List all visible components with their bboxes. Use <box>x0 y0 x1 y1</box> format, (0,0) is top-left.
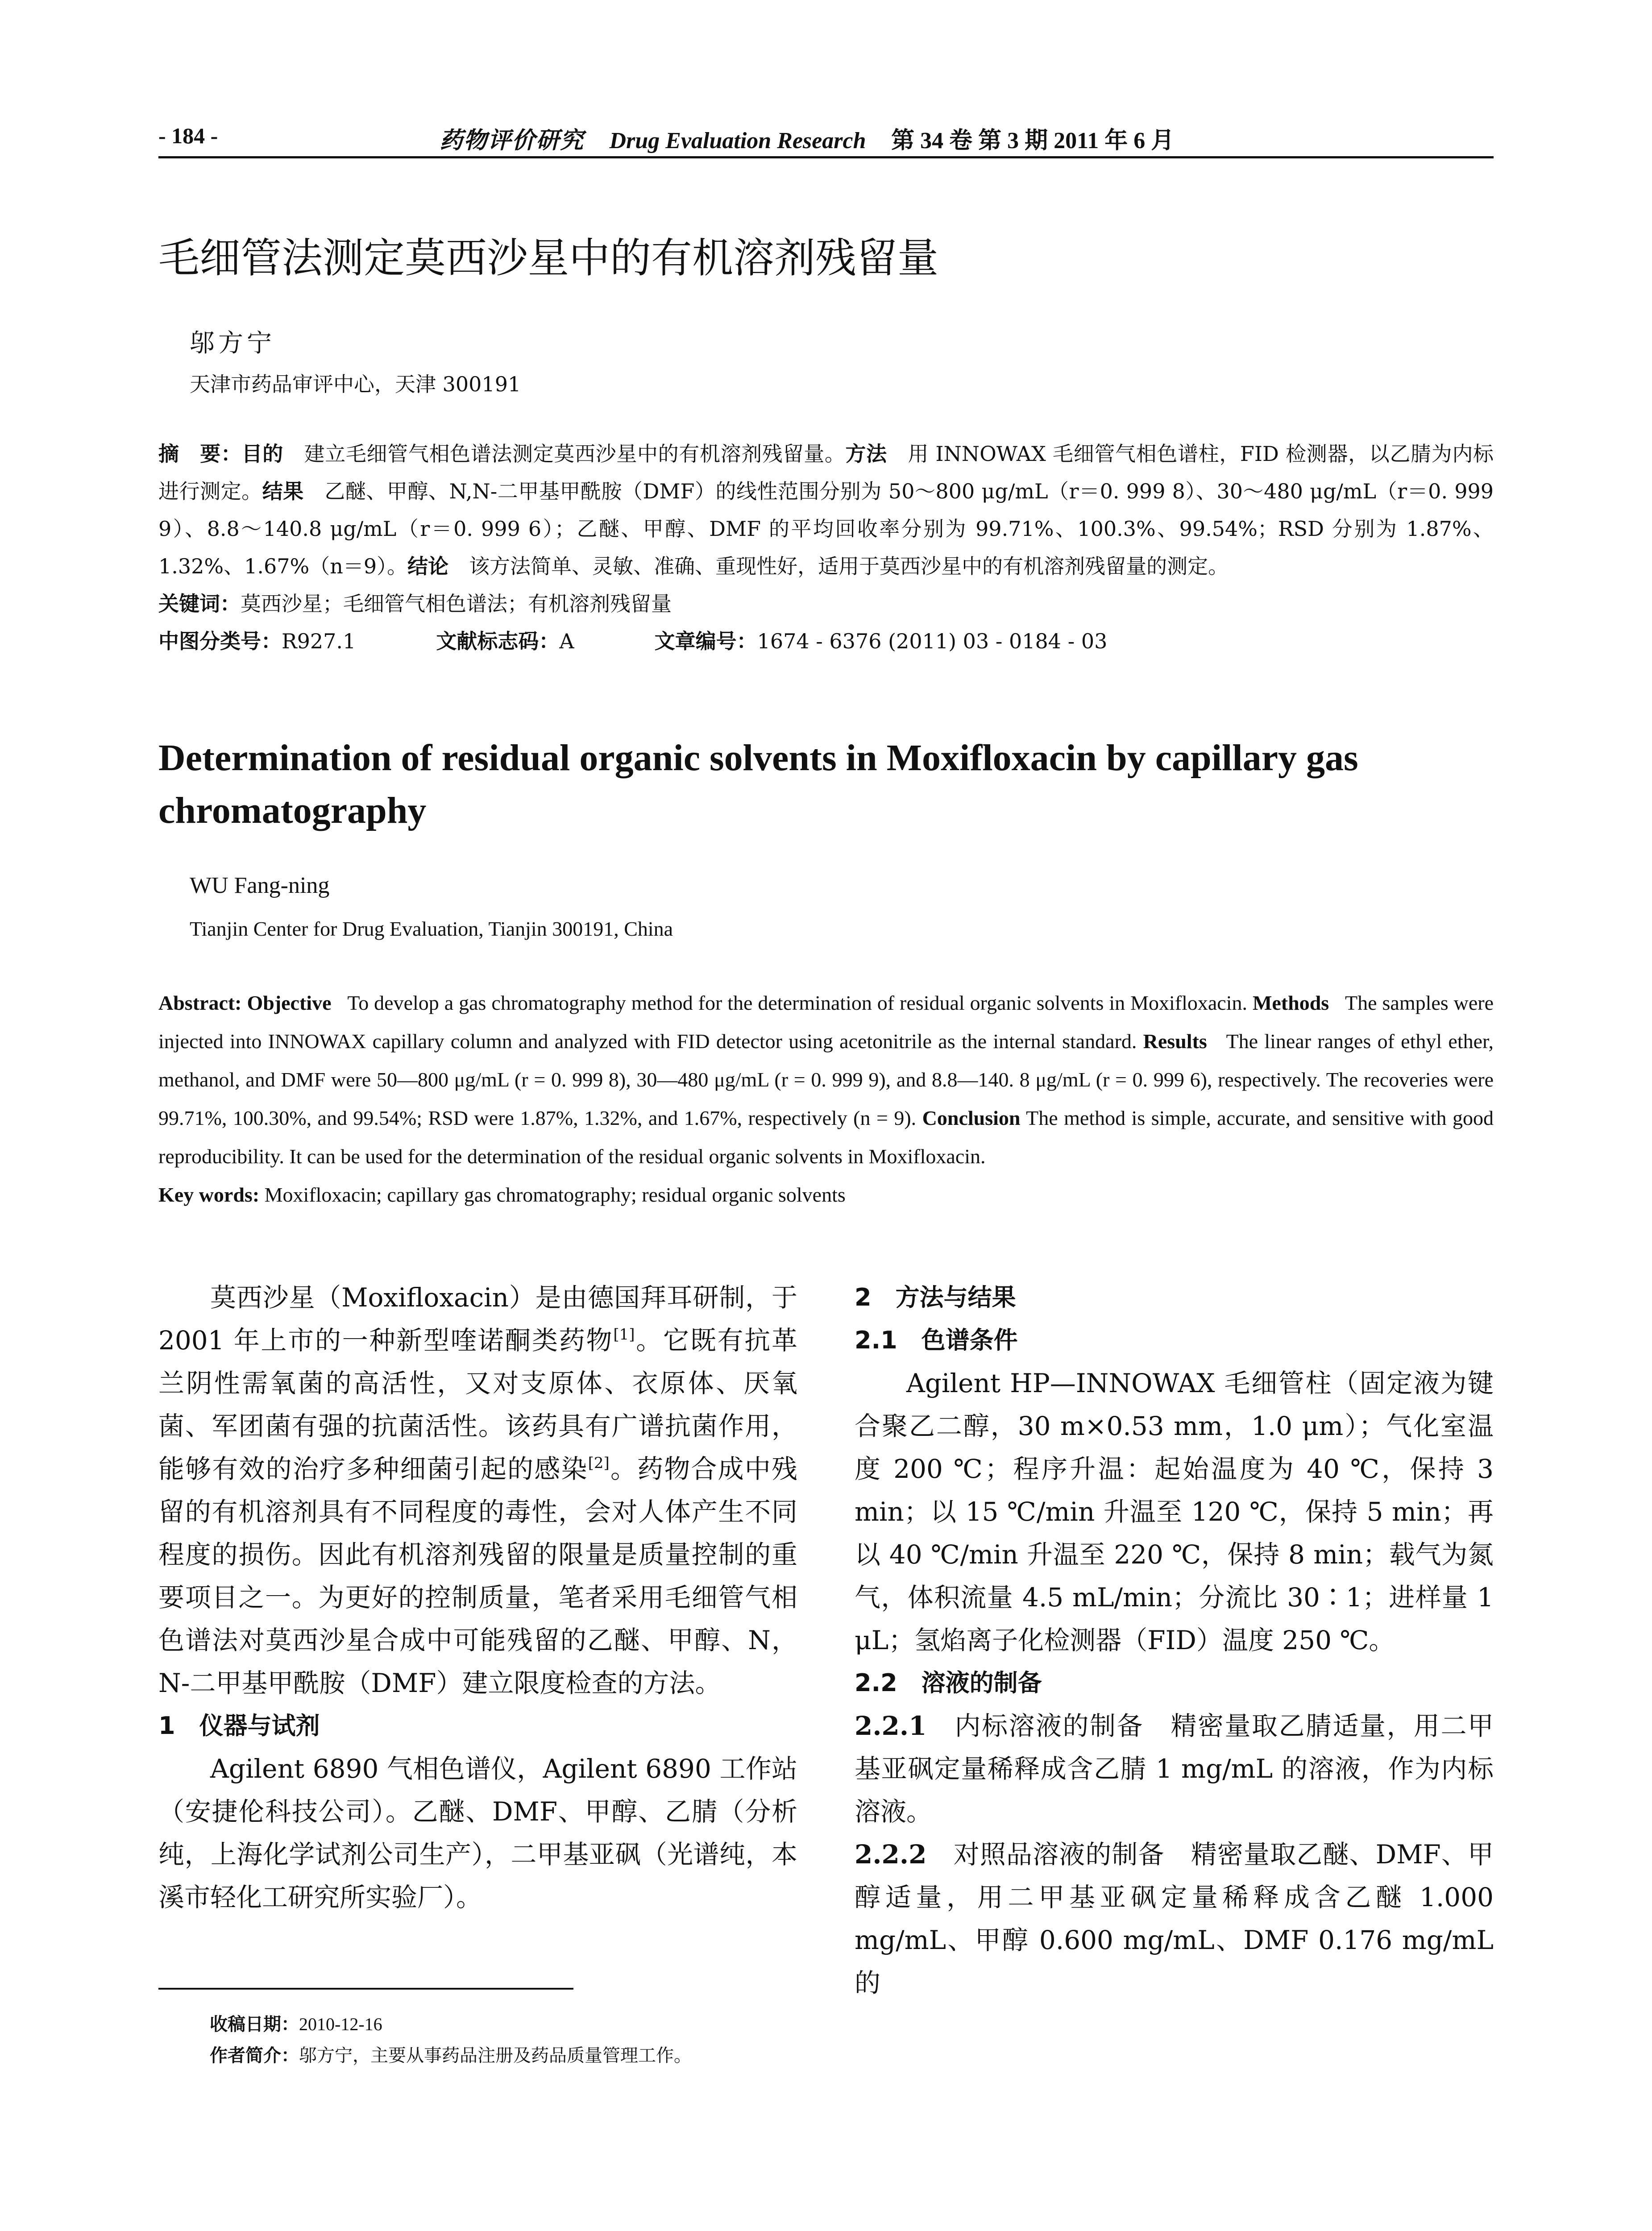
section-2-2-1-number: 2.2.1 <box>855 1711 927 1741</box>
author-en: WU Fang-ning <box>190 873 330 898</box>
journal-name-cn: 药物评价研究 <box>440 127 585 154</box>
conclusion-label: 结论 <box>407 554 449 578</box>
section-2-2-2 <box>855 1833 1494 2004</box>
abstract-en-label: Abstract: <box>158 991 242 1014</box>
doc-code-label: 文献标志码： <box>436 629 560 653</box>
citation-2: [2] <box>588 1454 610 1472</box>
author-cn: 邬方宁 <box>190 329 275 358</box>
intro-text-a: 莫西沙星（Moxifloxacin）是由德国拜耳研制，于 2001 年上市的一种新型喹诺酮类药物 <box>158 1282 797 1356</box>
article-id-value: 1674 - 6376 (2011) 03 - 0184 - 03 <box>757 629 1108 653</box>
abstract-label: 摘 要： <box>158 442 242 466</box>
conclusion-en-label: Conclusion <box>922 1107 1021 1129</box>
received-label: 收稿日期： <box>210 2014 299 2035</box>
article-title-en: Determination of residual organic solvents in Moxifloxacin by capillary gas chromatography <box>158 737 1358 831</box>
methods-en-label: Methods <box>1252 991 1329 1014</box>
section-2-2-2-number: 2.2.2 <box>855 1839 927 1870</box>
objective-en-label: Objective <box>247 991 332 1014</box>
received-date: 2010-12-16 <box>299 2014 382 2034</box>
section-2-2-heading: 2.2 溶液的制备 <box>855 1669 1042 1697</box>
running-header <box>440 121 1174 155</box>
body-column-left <box>158 1276 797 1919</box>
conclusion-en-text: The method is simple, accurate, and sensitive with good reproducibility. It can be used for the determination of the residual organic solvents in Moxifloxacin. <box>158 1107 1494 1168</box>
article-title-cn: 毛细管法测定莫西沙星中的有机溶剂残留量 <box>158 234 939 282</box>
footnote-author <box>210 2041 692 2067</box>
results-text: 乙醚、甲醇、N,N-二甲基甲酰胺（DMF）的线性范围分别为 50～800 μg/mL（r＝0. 999 8）、30～480 μg/mL（r＝0. 999 9）、8.8～140.8 μg/mL（r＝0. 999 6）；乙醚、甲醇、DMF 的平均回收率分别为 99.71%、100.3%、99.54%；RSD 分别为 1.87%、1.32%、1.67%（n＝9）。 <box>158 479 1494 578</box>
classification-line <box>158 622 1494 660</box>
keywords-en <box>158 1176 1494 1214</box>
journal-name-en: Drug Evaluation Research <box>609 128 866 153</box>
section-1-text: Agilent 6890 气相色谱仪，Agilent 6890 工作站（安捷伦科技公司）。乙醚、DMF、甲醇、乙腈（分析纯，上海化学试剂公司生产），二甲基亚砜（光谱纯，本溪市轻化工研究所实验厂）。 <box>158 1754 797 1912</box>
section-2-2-2-text: 对照品溶液的制备 精密量取乙醚、DMF、甲醇适量，用二甲基亚砜定量稀释成含乙醚 1.000 mg/mL、甲醇 0.600 mg/mL、DMF 0.176 mg/mL 的 <box>855 1839 1494 1998</box>
intro-paragraph <box>158 1276 797 1704</box>
methods-label: 方法 <box>845 442 887 466</box>
section-1-heading: 1 仪器与试剂 <box>158 1712 320 1740</box>
results-en-label: Results <box>1143 1030 1207 1053</box>
results-en-text: The linear ranges of ethyl ether, methanol, and DMF were 50—800 μg/mL (r = 0. 999 8), 30—480 μg/mL (r = 0. 999 9), and 8.8—140. 8 μg/mL (r = 0. 999 6), respectively. The recoveries were 99.71%, 100.30%, and 99.54%; RSD were 1.87%, 1.32%, and 1.67%, respectively (n = 9). <box>158 1030 1494 1129</box>
section-2-1-text: Agilent HP—INNOWAX 毛细管柱（固定液为键合聚乙二醇，30 m×0.53 mm，1.0 μm）；气化室温度 200 ℃；程序升温：起始温度为 40 ℃，保持 3 min；以 15 ℃/min 升温至 120 ℃，保持 5 min；再以 40 ℃/min 升温至 220 ℃，保持 8 min；载气为氮气，体积流量 4.5 mL/min；分流比 30∶1；进样量 1 μL；氢焰离子化检测器（FID）温度 250 ℃。 <box>855 1368 1494 1655</box>
objective-en-text: To develop a gas chromatography method for the determination of residual organic solvents in Moxifloxacin. <box>347 991 1248 1014</box>
keywords-en-label: Key words: <box>158 1183 260 1206</box>
intro-text-b: 。它既有抗革兰阴性需氧菌的高活性，又对支原体、衣原体、厌氧菌、军团菌有强的抗菌活性。该药具有广谱抗菌作用，能够有效的治疗多种细菌引起的感染 <box>158 1325 797 1484</box>
author-bio: 邬方宁，主要从事药品注册及药品质量管理工作。 <box>299 2045 692 2066</box>
page-number: - 184 - <box>158 123 218 148</box>
keywords-text: 莫西沙星；毛细管气相色谱法；有机溶剂残留量 <box>241 592 672 616</box>
keywords-en-text: Moxifloxacin; capillary gas chromatography; residual organic solvents <box>264 1183 846 1206</box>
methods-text: 用 INNOWAX 毛细管气相色谱柱，FID 检测器，以乙腈为内标进行测定。 <box>158 442 1494 503</box>
clc-value: R927.1 <box>282 629 356 653</box>
abstract-cn-body <box>158 435 1494 585</box>
objective-text: 建立毛细管气相色谱法测定莫西沙星中的有机溶剂残留量。 <box>304 442 846 466</box>
article-id-label: 文章编号： <box>654 629 757 653</box>
abstract-en-body <box>158 984 1494 1176</box>
footnote-rule <box>158 1988 573 1990</box>
author-bio-label: 作者简介： <box>210 2045 299 2066</box>
conclusion-text: 该方法简单、灵敏、准确、重现性好，适用于莫西沙星中的有机溶剂残留量的测定。 <box>469 554 1229 578</box>
citation-1: [1] <box>613 1326 635 1344</box>
journal-issue: 第 34 卷 第 3 期 2011 年 6 月 <box>891 128 1175 153</box>
abstract-cn <box>158 435 1494 660</box>
clc-label: 中图分类号： <box>158 629 282 653</box>
results-label: 结果 <box>262 479 304 503</box>
affiliation-en: Tianjin Center for Drug Evaluation, Tianjin 300191, China <box>190 917 673 940</box>
keywords-cn <box>158 585 1494 622</box>
section-2-1-heading: 2.1 色谱条件 <box>855 1326 1018 1354</box>
affiliation-cn: 天津市药品审评中心，天津 300191 <box>190 372 521 396</box>
methods-en-text: The samples were injected into INNOWAX capillary column and analyzed with FID detector using acetonitrile as the internal standard. <box>158 991 1494 1053</box>
intro-text-c: 。药物合成中残留的有机溶剂具有不同程度的毒性，会对人体产生不同程度的损伤。因此有机溶剂残留的限量是质量控制的重要项目之一。为更好的控制质量，笔者采用毛细管气相色谱法对莫西沙星合成中可能残留的乙醚、甲醇、N，N-二甲基甲酰胺（DMF）建立限度检查的方法。 <box>158 1454 797 1698</box>
doc-code-value: A <box>559 629 574 653</box>
keywords-label: 关键词： <box>158 592 241 616</box>
section-2-heading: 2 方法与结果 <box>855 1283 1016 1311</box>
section-2-2-1 <box>855 1704 1494 1833</box>
section-2-2-1-text: 内标溶液的制备 精密量取乙腈适量，用二甲基亚砜定量稀释成含乙腈 1 mg/mL 的溶液，作为内标溶液。 <box>855 1711 1494 1827</box>
header-rule <box>158 156 1494 158</box>
body-column-right <box>855 1276 1494 2004</box>
abstract-en <box>158 984 1494 1214</box>
objective-label: 目的 <box>241 442 283 466</box>
footnote-received <box>210 2010 382 2036</box>
